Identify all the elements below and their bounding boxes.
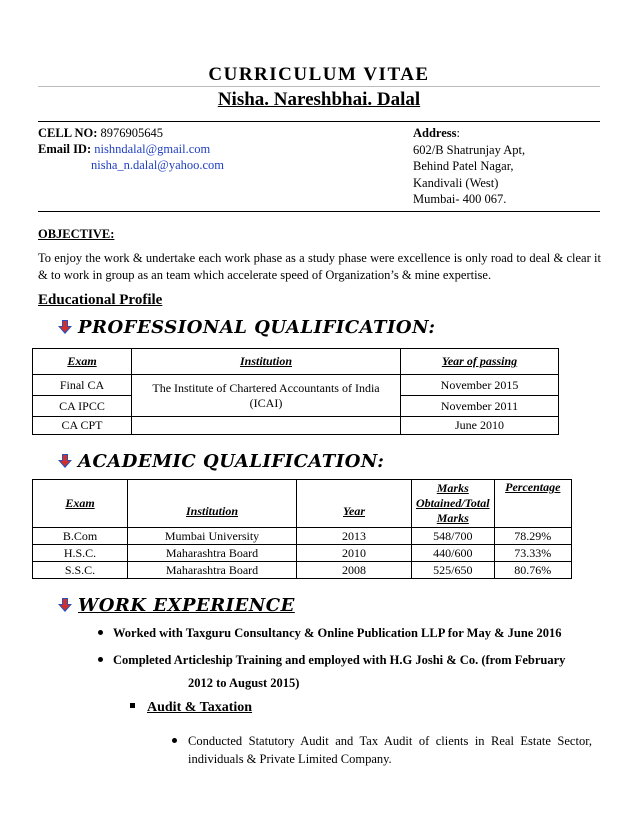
square-bullet-icon (130, 703, 135, 708)
address-colon: : (456, 126, 461, 140)
work-item-2-line-2: 2012 to August 2015) (188, 676, 300, 690)
col-exam: Exam (33, 349, 132, 375)
col-year: Year (297, 480, 412, 528)
arrow-down-icon (58, 454, 72, 468)
objective-text: To enjoy the work & undertake each work phase as a study phase were excellence is only road to deal & clear it & to work in group as an team which accelerate speed of Organization’s & mine expertise. (38, 251, 601, 282)
professional-qualification-title: PROFESSIONAL QUALIFICATION: (78, 317, 436, 338)
arrow-down-icon (58, 598, 72, 612)
cell-line (38, 125, 163, 142)
address-block (413, 125, 525, 208)
address-line-2: Behind Patel Nagar, (413, 159, 514, 173)
marks-cell: 525/650 (412, 562, 495, 579)
email-link-2[interactable]: nisha_n.dalal@yahoo.com (91, 158, 225, 172)
institution-cell: Mumbai University (128, 528, 297, 545)
audit-taxation-heading: Audit & Taxation (147, 700, 253, 715)
bullet-icon (172, 738, 177, 743)
work-item-2-line-1: Completed Articleship Training and employed with H.G Joshi & Co. (from February (113, 653, 566, 667)
sub-sub-list-item (172, 732, 592, 768)
email-label: Email ID: (38, 142, 92, 156)
col-year: Year of passing (401, 349, 559, 375)
exam-cell: Final CA (33, 375, 132, 396)
institution-cell: Maharashtra Board (128, 545, 297, 562)
table-header-row (33, 349, 559, 375)
academic-qualification-heading (58, 451, 384, 472)
educational-profile-heading: Educational Profile (38, 292, 163, 308)
exam-cell: CA CPT (33, 417, 132, 435)
email-link-1[interactable]: nishndalal@gmail.com (94, 142, 211, 156)
exam-cell: S.S.C. (33, 562, 128, 579)
list-item (98, 653, 565, 668)
year-cell: June 2010 (401, 417, 559, 435)
address-heading (413, 125, 525, 142)
table-row (33, 417, 559, 435)
year-cell: 2010 (297, 545, 412, 562)
table-row (33, 562, 572, 579)
col-percentage: Percentage (494, 480, 571, 528)
professional-qualification-table (32, 348, 559, 435)
address-line-3: Kandivali (West) (413, 175, 499, 190)
cell-label: CELL NO: (38, 126, 98, 140)
professional-qualification-heading (58, 317, 436, 338)
year-cell: 2008 (297, 562, 412, 579)
exam-cell: H.S.C. (33, 545, 128, 562)
marks-cell: 440/600 (412, 545, 495, 562)
document-title: CURRICULUM VITAE (208, 64, 430, 85)
audit-detail-text: Conducted Statutory Audit and Tax Audit of clients in Real Estate Sector, individuals & Private Limited Company. (188, 734, 592, 766)
exam-cell: CA IPCC (33, 396, 132, 417)
percentage-cell: 80.76% (494, 562, 571, 579)
col-marks: Marks Obtained/Total Marks (412, 480, 495, 528)
percentage-cell: 78.29% (494, 528, 571, 545)
table-row (33, 528, 572, 545)
email-line (38, 141, 210, 158)
table-row (33, 545, 572, 562)
institution-cell: The Institute of Chartered Accountants of India (ICAI) (132, 375, 401, 417)
candidate-name-text: Nisha. Nareshbhai. Dalal (217, 89, 421, 110)
table-header-row (33, 480, 572, 528)
bullet-icon (98, 630, 103, 635)
work-experience-title: WORK EXPERIENCE (78, 595, 295, 616)
cell-value: 8976905645 (100, 126, 164, 140)
col-exam: Exam (33, 480, 128, 528)
objective-heading: OBJECTIVE: (38, 227, 115, 241)
col-institution: Institution (132, 349, 401, 375)
work-experience-heading (58, 595, 295, 616)
institution-cell-empty (132, 417, 401, 435)
address-line-1: 602/B Shatrunjay Apt, (413, 142, 526, 157)
percentage-cell: 73.33% (494, 545, 571, 562)
header-divider (38, 121, 600, 122)
year-cell: November 2011 (401, 396, 559, 417)
col-institution: Institution (128, 480, 297, 528)
candidate-name (0, 89, 638, 111)
address-line-4: Mumbai- 400 067. (413, 192, 507, 206)
arrow-down-icon (58, 320, 72, 334)
table-row (33, 375, 559, 396)
academic-qualification-title: ACADEMIC QUALIFICATION: (78, 451, 385, 472)
work-item-1: Worked with Taxguru Consultancy & Online Publication LLP for May & June 2016 (113, 626, 562, 640)
contact-divider (38, 211, 600, 212)
year-cell: 2013 (297, 528, 412, 545)
academic-qualification-table (32, 479, 572, 579)
list-item (98, 626, 561, 641)
marks-cell: 548/700 (412, 528, 495, 545)
bullet-icon (98, 657, 103, 662)
institution-cell: Maharashtra Board (128, 562, 297, 579)
sub-list-item (130, 700, 252, 716)
address-label: Address (413, 126, 457, 140)
exam-cell: B.Com (33, 528, 128, 545)
year-cell: November 2015 (401, 375, 559, 396)
title-divider (38, 86, 600, 87)
